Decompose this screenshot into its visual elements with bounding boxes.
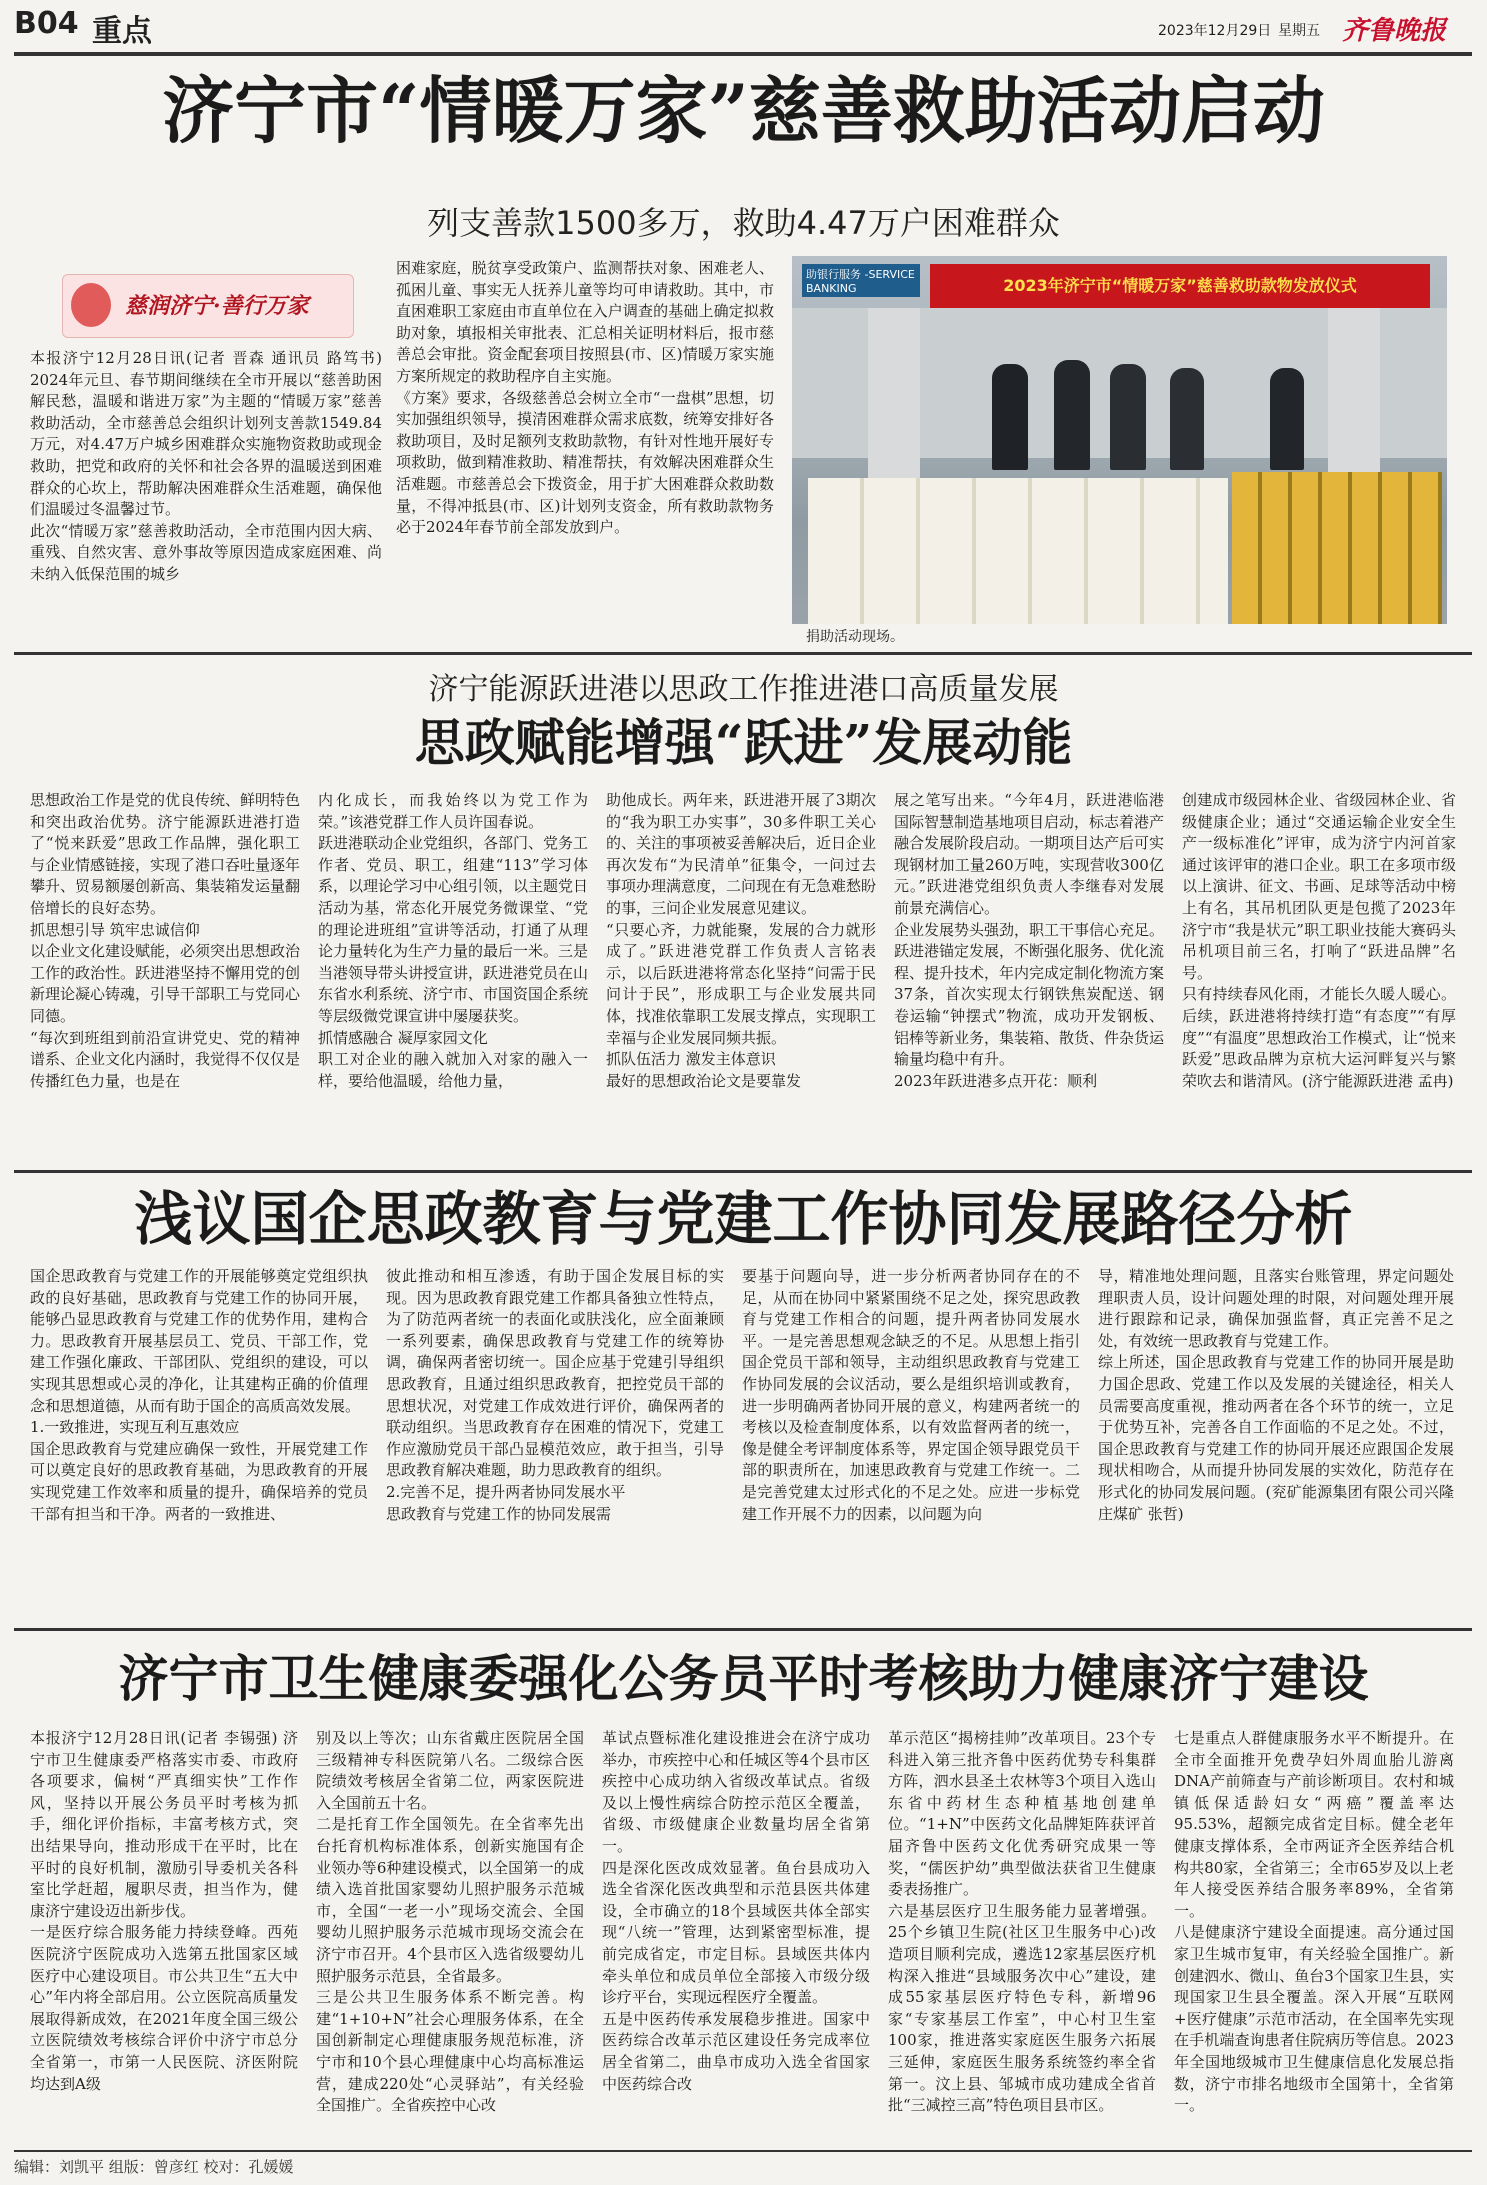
article2-col4: 展之笔写出来。“今年4月，跃进港临港国际智慧制造基地项目启动，标志着港产融合发展阶段启动。一期项目达产后可实现钢材加工量260万吨，实现营收300亿元。”跃进港党组织负责人李继春对发展前景充满信心。 企业发展势头强劲，职工干事信心充足。跃进港锚定发展，不断强化服务、优化流程、提升技术，年内完成定制化物流方案37条，首次实现太行钢铁焦炭配送、钢卷运输“钟摆式”物流，成功开发钢板、铝棒等新业务，集装箱、散货、件杂货运输量均稳中有升。 2023年跃进港多点开花：顺利 — [894, 791, 1164, 1090]
photo-rice-bags — [808, 478, 1228, 624]
article1-rule — [14, 652, 1472, 655]
article1-subtitle: 列支善款1500多万，救助4.47万户困难群众 — [427, 204, 1060, 242]
article4-col5: 七是重点人群健康服务水平不断提升。在全市全面推开免费孕妇外周血胎儿游离DNA产前筛查与产前诊断项目。农村和城镇低保适龄妇女“两癌”覆盖率达95.53%，超额完成省定目标。健全老年健康支撑体系，全市两证齐全医养结合机构共80家，全省第三；全市65岁及以上老年人接受医养结合服务率89%，全省第一。 八是健康济宁建设全面提速。高分通过国家卫生城市复审，有关经验全国推广。新创建泗水、微山、鱼台3个国家卫生县，实现国家卫生县全覆盖。深入开展“互联网+医疗健康”示范市活动，在全国率先实现在手机端查询患者住院病历等信息。2023年全国地级城市卫生健康信息化发展总指数，济宁市排名地级市全国第十，全省第一。 — [1174, 1729, 1454, 2115]
article4-title: 济宁市卫生健康委强化公务员平时考核助力健康济宁建设 — [118, 1649, 1369, 1708]
article2-col2: 内化成长，而我始终以为党工作为荣。”该港党群工作人员许国春说。 跃进港联动企业党组织，各部门、党务工作者、党员、职工，组建“113”学习体系，以理论学习中心组引领，以主题党日活动为基，常态化开展党务微课堂、“党的理论进班组”宣讲等活动，打通了从理论力量转化为生产力量的最后一米。三是当港领导带头讲授宣讲，跃进港党员在山东省水利系统、济宁市、市国资国企系统等层级微党课宣讲中屡屡获奖。 抓情感融合 凝厚家园文化 职工对企业的融入就加入对家的融入一样，要给他温暖，给他力量， — [318, 791, 588, 1090]
footer-rule — [14, 2150, 1472, 2152]
article4-col4: 革示范区“揭榜挂帅”改革项目。23个专科进入第三批齐鲁中医药优势专科集群方阵，泗水县圣土农林等3个项目入选山东省中药材生态种植基地创建单位。“1+N”中医药文化品牌矩阵获评首届齐鲁中医药文化优秀研究成果一等奖，“儒医护幼”典型做法获省卫生健康委表扬推广。 六是基层医疗卫生服务能力显著增强。25个乡镇卫生院(社区卫生服务中心)改造项目顺利完成，遴选12家基层医疗机构深入推进“县域服务次中心”建设，建成55家基层医疗特色专科，新增96家“专家基层工作室”，中心村卫生室100家，推进落实家庭医生服务六拓展三延伸，家庭医生服务系统签约率全省第一。汶上县、邹城市成功建成全省首批“三减控三高”特色项目县市区。 — [888, 1729, 1156, 2115]
photo-person-4 — [1170, 368, 1204, 470]
photo-person-1 — [992, 364, 1028, 470]
issue-weekday: 星期五 — [1278, 23, 1320, 39]
article2-col1: 思想政治工作是党的优良传统、鲜明特色和突出政治优势。济宁能源跃进港打造了“悦来跃爱”思政工作品牌，强化职工与企业情感链接，实现了港口吞吐量逐年攀升、贸易额屡创新高、集装箱发运量翻倍增长的良好态势。 抓思想引导 筑牢忠诚信仰 以企业文化建设赋能，必须突出思想政治工作的政治性。跃进港坚持不懈用党的创新理论凝心铸魂，引导干部职工与党同心同德。 “每次到班组到前沿宣讲党史、党的精神谱系、企业文化内涵时，我觉得不仅仅是传播红色力量，也是在 — [30, 791, 300, 1090]
photo-person-3 — [1110, 364, 1146, 470]
article2-title: 思政赋能增强“跃进”发展动能 — [414, 713, 1073, 772]
photo-oil-bottles — [1232, 472, 1442, 624]
photo-caption: 捐助活动现场。 — [806, 629, 904, 645]
article1-title: 济宁市“情暖万家”慈善救助活动启动 — [162, 68, 1325, 153]
article4-col1: 本报济宁12月28日讯(记者 李锡强) 济宁市卫生健康委严格落实市委、市政府各项要求，偏树“严真细实快”工作作风，坚持以开展公务员平时考核为抓手，细化评价指标，丰富考核方式，突出结果导向，推动形成干在平时，比在平时的良好机制，激励引导委机关各科室比学赶超，履职尽责，担当作为，健康济宁建设迈出新步伐。 一是医疗综合服务能力持续登峰。西苑医院济宁医院成功入选第五批国家区域医疗中心建设项目。市公共卫生“五大中心”年内将全部启用。公立医院高质量发展取得新成效，在2021年度全国三级公立医院绩效考核综合评价中济宁市总分全省第一，市第一人民医院、济医附院均达到A级 — [30, 1729, 298, 2093]
badge-text: 慈润济宁·善行万家 — [125, 293, 309, 319]
article4-col3: 革试点暨标准化建设推进会在济宁成功举办，市疾控中心和任城区等4个县市区疾控中心成功纳入省级改革试点。省级及以上慢性病综合防控示范区全覆盖，省级、市级健康企业数量均居全省第一。 四是深化医改成效显著。鱼台县成功入选全省深化医改典型和示范县医共体建设，全市确立的18个县域医共体全部实现“八统一”管理，达到紧密型标准，提前完成省定，市定目标。县域医共体内牵头单位和成员单位全部接入市级分级诊疗平台，实现远程医疗全覆盖。 五是中医药传承发展稳步推进。国家中医药综合改革示范区建设任务完成率位居全省第二，曲阜市成功入选全省国家中医药综合改 — [602, 1729, 870, 2093]
article3-title: 浅议国企思政教育与党建工作协同发展路径分析 — [134, 1185, 1353, 1253]
campaign-badge — [62, 274, 354, 338]
article2-kicker: 济宁能源跃进港以思政工作推进港口高质量发展 — [428, 672, 1059, 707]
event-photo — [792, 256, 1447, 624]
article4-col2: 别及以上等次；山东省戴庄医院居全国三级精神专科医院第八名。二级综合医院绩效考核居全省第二位，两家医院进入全国前五十名。 二是托育工作全国领先。在全省率先出台托育机构标准体系，创新实施国有企业领办等6种建设模式，以全国第一的成绩入选首批国家婴幼儿照护服务示范城市，全国“一老一小”现场交流会、全国婴幼儿照护服务示范城市现场交流会在济宁市召开。4个县市区入选省级婴幼儿照护服务示范县，全省最多。 三是公共卫生服务体系不断完善。构建“1+10+N”社会心理服务体系，在全国创新制定心理健康服务规范标准，济宁市和10个县心理健康中心均高标准运营，建成220处“心灵驿站”，有关经验全国推广。全省疾控中心改 — [316, 1729, 584, 2115]
article2-col5: 创建成市级园林企业、省级园林企业、省级健康企业；通过“交通运输企业安全生产一级标准化”评审，成为济宁内河首家通过该评审的港口企业。职工在多项市级以上演讲、征文、书画、足球等活动中榜上有名，其吊机团队更是包揽了2023年济宁市“我是状元”职工职业技能大赛码头吊机项目前三名，打响了“跃进品牌”名号。 只有持续春风化雨，才能长久暖人暖心。后续，跃进港将持续打造“有态度”“有厚度”“有温度”思想政治工作模式，让“悦来跃爱”思政品牌为京杭大运河畔复兴与繁荣吹去和谐清风。(济宁能源跃进港 孟冉) — [1182, 791, 1456, 1090]
article3-col3: 要基于问题向导，进一步分析两者协同存在的不足，从而在协同中紧紧围绕不足之处，探究思政教育与党建工作相合的问题，提升两者协同发展水平。一是完善思想观念缺乏的不足。从思想上指引国企党员干部和领导，主动组织思政教育与党建工作协同发展的会议活动，要么是组织培训或教育，进一步明确两者协同开展的意义，构建两者统一的考核以及检查制度体系，以有效监督两者的统一，像是健全考评制度体系等，界定国企领导跟党员干部的职责所在，加速思政教育与党建工作统一。二是完善党建太过形式化的不足之处。应进一步标党建工作开展不力的因素，以问题为向 — [742, 1267, 1080, 1523]
section-name: 重点 — [92, 14, 152, 49]
article1-col2: 困难家庭，脱贫享受政策户、监测帮扶对象、困难老人、孤困儿童、事实无人抚养儿童等均可申请救助。其中，市直困难职工家庭由市直单位在入户调查的基础上确定拟救助对象，填报相关审批表、汇总相关证明材料后，报市慈善总会审批。资金配套项目按照县(市、区)情暖万家实施方案所规定的救助程序自主实施。 《方案》要求，各级慈善总会树立全市“一盘棋”思想，切实加强组织领导，摸清困难群众需求底数，统筹安排好各救助项目，及时足额列支救助款物，有针对性地开展好专项救助，做到精准救助、精准帮扶，有效解决困难群众生活难题。市慈善总会下拨资金，用于扩大困难群众救助数量，不得冲抵县(市、区)计划列支资金，所有救助款物务必于2024年春节前全部发放到户。 — [396, 259, 774, 537]
article3-col2: 彼此推动和相互渗透，有助于国企发展目标的实现。因为思政教育跟党建工作都具备独立性特点，为了防范两者统一的表面化或肤浅化，应全面兼顾一系列要素，确保思政教育与党建工作的统筹协调，确保两者密切统一。国企应基于党建引导组织思政教育，且通过组织思政教育，把控党员干部的思想状况，对党建工作成效进行评价，确保两者的联动组织。当思政教育存在困难的情况下，党建工作应激励党员干部凸显模范效应，敢于担当，引导思政教育解决难题，助力思政教育的组织。 2.完善不足，提升两者协同发展水平 思政教育与党建工作的协同发展需 — [386, 1267, 724, 1523]
photo-person-2 — [1054, 360, 1090, 470]
badge-ribbon-icon — [71, 283, 111, 327]
footer-credits: 编辑：刘凯平 组版：曾彦红 校对：孔媛媛 — [14, 2158, 294, 2176]
article2-rule — [14, 1170, 1472, 1173]
photo-banner: 2023年济宁市“情暖万家”慈善救助款物发放仪式 — [930, 264, 1430, 308]
page-number: B04 — [14, 6, 79, 41]
paper-logo: 齐鲁晚报 — [1342, 16, 1447, 46]
photo-person-5 — [1270, 368, 1304, 470]
article2-col3: 助他成长。两年来，跃进港开展了3期次的“我为职工办实事”，30多件职工关心的、关注的事项被妥善解决后，近日企业再次发布“为民清单”征集令，一问过去事项办理满意度，二问现在有无急难愁盼的事，三问企业发展意见建议。 “只要心齐，力就能聚，发展的合力就形成了。”跃进港党群工作负责人言铭表示，以后跃进港将常态化坚持“问需于民 问计于民”，形成职工与企业发展共同体，找准依靠职工发展支撑点，实现职工幸福与企业发展同频共振。 抓队伍活力 激发主体意识 最好的思想政治论文是要靠发 — [606, 791, 876, 1090]
article3-rule — [14, 1628, 1472, 1631]
article1-col1: 本报济宁12月28日讯(记者 晋森 通讯员 路笃书) 2024年元旦、春节期间继续在全市开展以“慈善助困解民愁，温暖和谐进万家”为主题的“情暖万家”慈善救助活动，全市慈善总会组织计划列支善款1549.84万元，对4.47万户城乡困难群众实施物资救助或现金救助，把党和政府的关怀和社会各界的温暖送到困难群众的心坎上，帮助解决困难群众生活难题，确保他们温暖过冬温馨过节。 此次“情暖万家”慈善救助活动，全市范围内因大病、重残、自然灾害、意外事故等原因造成家庭困难、尚未纳入低保范围的城乡 — [30, 349, 382, 583]
header-rule — [14, 52, 1472, 56]
issue-date: 2023年12月29日 — [1158, 23, 1272, 39]
article3-col4: 导，精准地处理问题，且落实台账管理，界定问题处理职责人员，设计问题处理的时限，对问题处理开展进行跟踪和记录，确保加强监督，真正完善不足之处，有效统一思政教育与党建工作。 综上所述，国企思政教育与党建工作的协同开展是助力国企思政、党建工作以及发展的关键途径，相关人员需要高度重视，推动两者在各个环节的统一，立足于优势互补，完善各自工作面临的不足之处。不过，国企思政教育与党建工作的协同开展还应跟国企发展现状相吻合，从而提升协同发展的实效化，防范存在形式化的协同发展问题。(兖矿能源集团有限公司兴隆庄煤矿 张哲) — [1098, 1267, 1454, 1523]
photo-bank-sign: 助银行服务 -SERVICE BANKING — [802, 264, 920, 297]
article3-col1: 国企思政教育与党建工作的开展能够奠定党组织执政的良好基础，思政教育与党建工作的协同开展，能够凸显思政教育与党建工作的优势作用，建构合力。思政教育开展基层员工、党员、干部工作，党建工作强化廉政、干部团队、党组织的建设，可以实现其思想或心灵的净化，让其建构正确的价值理念和思想道德，从而有助于国企的高质高效发展。 1.一致推进，实现互利互惠效应 国企思政教育与党建应确保一致性，开展党建工作可以奠定良好的思政教育基础，为思政教育的开展实现党建工作效率和质量的提升，确保培养的党员干部有担当和干净。两者的一致推进、 — [30, 1267, 368, 1523]
